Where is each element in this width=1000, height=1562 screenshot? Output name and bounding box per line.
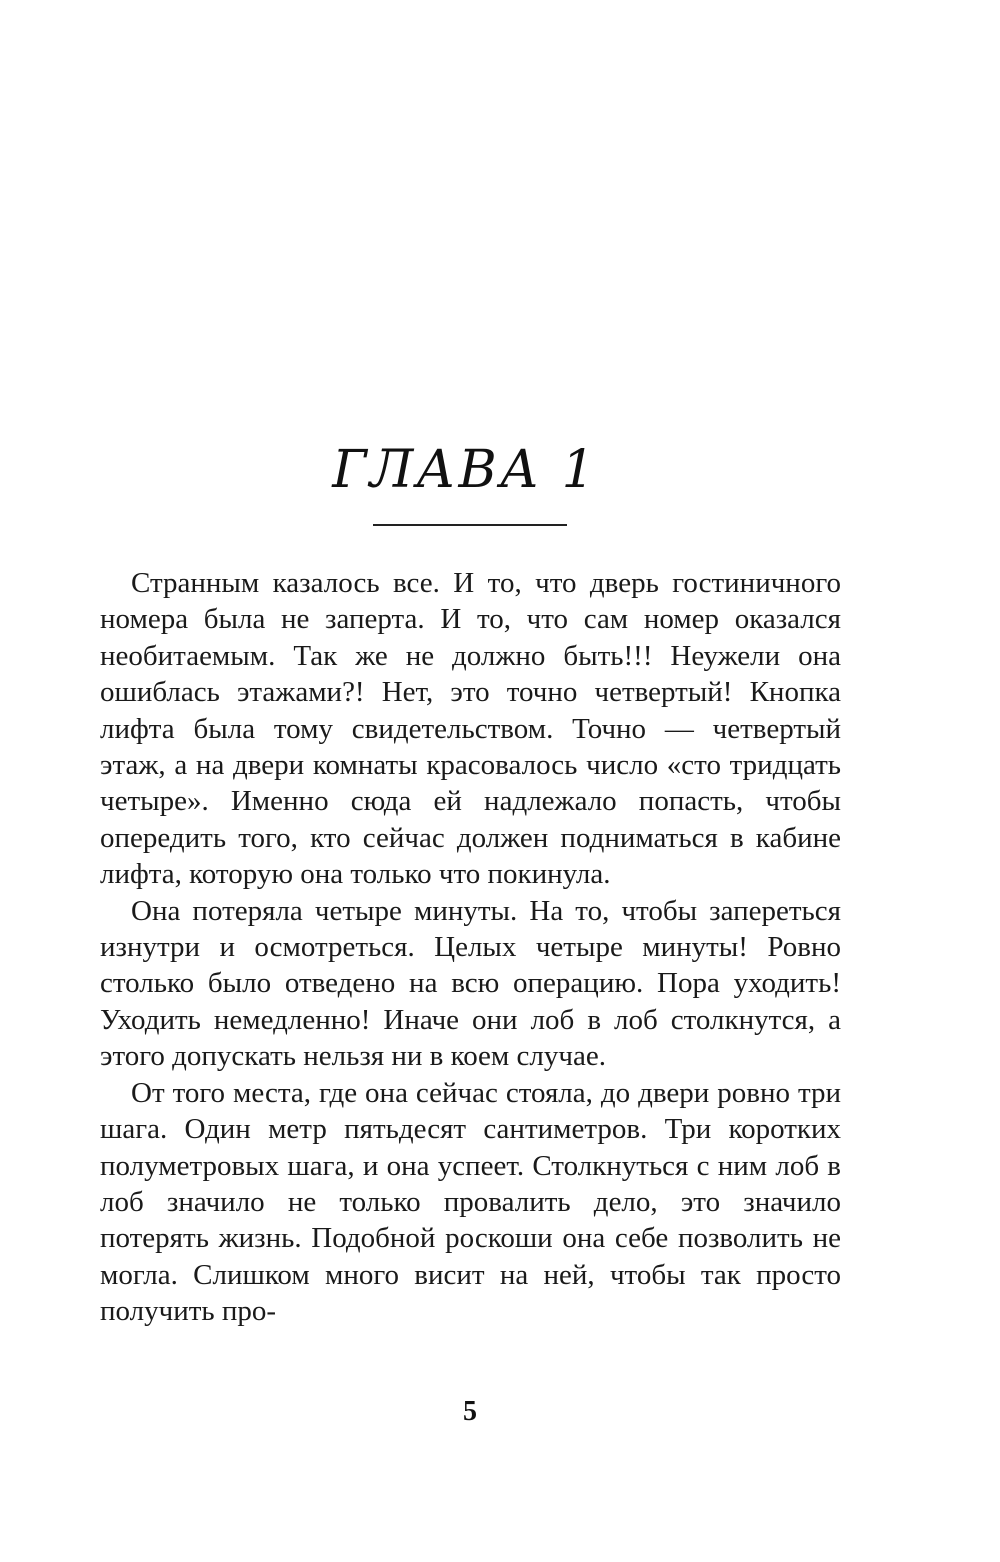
page-number: 5 [463,1396,477,1427]
paragraph: Странным казалось все. И то, что дверь гостиничного номера была не заперта. И то, что сам номер оказался необитаемым. Так же не должно быть!!! Неужели она ошиблась этажами?! Нет, это точно четвертый! Кнопка лифта была тому свидетельством. Точно — четвертый этаж, а на двери комнаты красовалось число «сто тридцать четыре». Именно сюда ей надлежало попасть, чтобы опередить того, кто сейчас должен подниматься в кабине лифта, которую она только что покинула. [100,567,841,891]
chapter-divider [373,524,567,526]
paragraph: От того места, где она сейчас стояла, до двери ровно три шага. Один метр пятьдесят сантиметров. Три коротких полуметровых шага, и она успеет. Столкнуться с ним лоб в лоб значило не только провалить дело, это значило потерять жизнь. Подобной роскоши она себе позволить не могла. Слишком много висит на ней, чтобы так просто получить про- [100,1076,841,1328]
body-text [100,565,841,1330]
paragraph: Она потеряла четыре минуты. На то, чтобы запереться изнутри и осмотреться. Целых четыре минуты! Ровно столько было отведено на всю операцию. Пора уходить! Уходить немедленно! Иначе они лоб в лоб столкнутся, а этого допускать нельзя ни в коем случае. [100,894,841,1073]
chapter-title: ГЛАВА 1 [332,440,598,500]
